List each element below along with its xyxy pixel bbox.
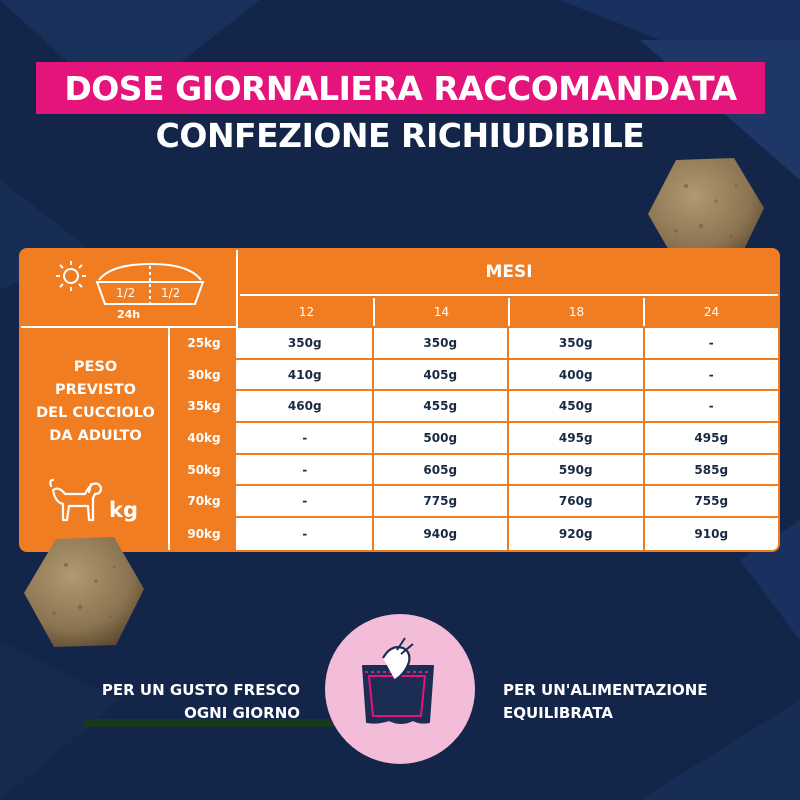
dog-icon — [47, 476, 103, 526]
weight-cell: 40kg — [172, 423, 238, 453]
weight-cell: 50kg — [172, 455, 238, 485]
month-cell: 14 — [375, 298, 510, 326]
sun-icon — [56, 261, 86, 291]
benefit-line: PER UN GUSTO FRESCO — [101, 681, 300, 699]
weight-cell: 35kg — [172, 391, 238, 421]
months-row — [240, 298, 778, 326]
weight-label-line: PREVISTO — [55, 382, 136, 398]
benefit-line: PER UN'ALIMENTAZIONE — [503, 681, 708, 699]
dose-cell: 920g — [509, 518, 645, 550]
table-row — [172, 391, 778, 423]
period-label: 24h — [117, 308, 141, 321]
dose-cell: - — [238, 518, 374, 550]
weight-label — [21, 356, 170, 448]
weight-label-line: DA ADULTO — [49, 428, 142, 444]
dose-cell: - — [645, 391, 779, 421]
benefit-line: OGNI GIORNO — [184, 704, 300, 722]
page-subtitle: CONFEZIONE RICHIUDIBILE — [155, 116, 645, 155]
kibble-image — [22, 535, 146, 649]
dose-cell: 585g — [645, 455, 779, 485]
dose-cell: 450g — [509, 391, 645, 421]
dose-cell: 755g — [645, 486, 779, 516]
dose-cell: 590g — [509, 455, 645, 485]
dose-cell: 495g — [509, 423, 645, 453]
weight-cell: 30kg — [172, 360, 238, 390]
dose-cell: - — [645, 328, 779, 358]
page-title: DOSE GIORNALIERA RACCOMANDATA — [64, 68, 737, 108]
dose-cell: 400g — [509, 360, 645, 390]
dose-cell: 410g — [238, 360, 374, 390]
month-cell: 12 — [240, 298, 375, 326]
moon-icon — [205, 262, 219, 286]
table-row — [172, 360, 778, 392]
dose-cell: 350g — [238, 328, 374, 358]
dose-cell: 940g — [374, 518, 510, 550]
dose-cell: - — [238, 455, 374, 485]
dose-cell: - — [238, 486, 374, 516]
dose-cell: 605g — [374, 455, 510, 485]
table-row — [172, 486, 778, 518]
dose-cell: - — [645, 360, 779, 390]
table-row — [172, 328, 778, 360]
weight-label-line: DEL CUCCIOLO — [36, 405, 155, 421]
weight-cell: 70kg — [172, 486, 238, 516]
resealable-badge — [325, 614, 475, 764]
bowl-half-left: 1/2 — [116, 286, 136, 300]
dose-cell: 760g — [509, 486, 645, 516]
weight-label-line: PESO — [73, 359, 118, 375]
resealable-bag-icon — [325, 614, 475, 764]
months-header: MESI — [240, 250, 778, 296]
weight-cell: 90kg — [172, 518, 238, 550]
dose-cell: 455g — [374, 391, 510, 421]
food-bowl-icon — [97, 264, 203, 304]
month-cell: 24 — [703, 305, 720, 319]
dose-cell: 405g — [374, 360, 510, 390]
table-row — [172, 423, 778, 455]
dose-cell: 775g — [374, 486, 510, 516]
table-body — [172, 328, 778, 550]
title-banner — [36, 62, 765, 114]
month-cell: 18 — [510, 298, 645, 326]
benefit-line: EQUILIBRATA — [503, 704, 614, 722]
bowl-half-right: 1/2 — [161, 286, 181, 300]
dose-cell: 910g — [645, 518, 779, 550]
feeding-icons — [51, 258, 221, 310]
dose-cell: - — [238, 423, 374, 453]
dosage-table — [19, 248, 780, 552]
weight-label-box — [21, 328, 170, 550]
dose-cell: 500g — [374, 423, 510, 453]
dose-cell: 460g — [238, 391, 374, 421]
benefit-balanced-diet — [503, 679, 793, 725]
feeding-schedule-corner — [21, 250, 238, 328]
dose-cell: 350g — [509, 328, 645, 358]
weight-cell: 25kg — [172, 328, 238, 358]
dose-cell: 350g — [374, 328, 510, 358]
dose-cell: 495g — [645, 423, 779, 453]
table-row — [172, 455, 778, 487]
weight-unit: kg — [109, 498, 138, 522]
table-row — [172, 518, 778, 550]
benefit-fresh-taste — [40, 679, 300, 725]
